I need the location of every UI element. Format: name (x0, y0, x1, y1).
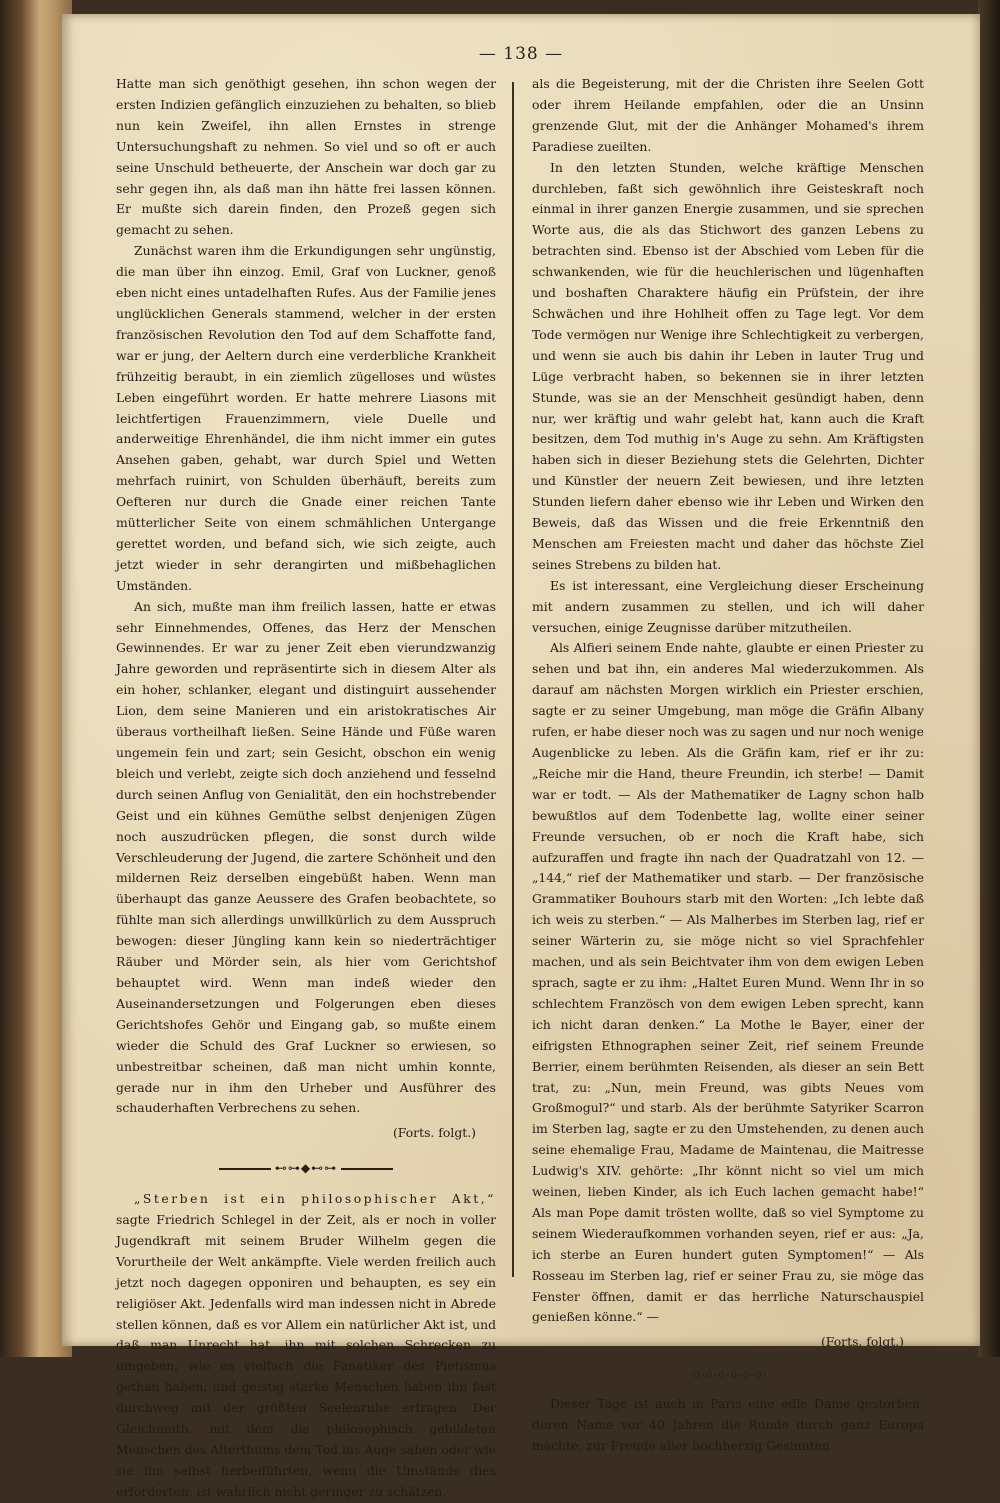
section-ornament (116, 1158, 496, 1179)
right-column (532, 74, 924, 1457)
paragraph: Es ist interessant, eine Vergleichung dieser Erscheinung mit andern zusammen zu stellen, und ich will daher versuchen, einige Zeugnisse darüber mitzutheilen. (532, 577, 924, 635)
chain-ornament: -o-o-o-o-o-o- (688, 1368, 768, 1382)
essay-text: sagte Friedrich Schlegel in der Zeit, als er noch in voller Jugendkraft mit seinem Bruder Wilhelm gegen die Vorurtheile der Welt ankämpfte. Viele werden freilich auch jetzt noch dagegen opponiren und behaupten, es sey ein religiöser Akt. Jedenfalls wird man indessen nicht in Abrede stellen können, daß es vor Allem ein natürlicher Akt ist, und daß man Unrecht hat, ihn mit solchen Schrecken zu umgeben, wie es vielfach die Fanatiker des Pietismus gethan haben, und geistig starke Menschen haben ihn fast durchweg mit der größten Seelenruhe ertragen. Der Gleichmuth, mit dem die philosophisch gebildeten Menschen des Alterthums dem Tod ins Auge sahen oder wie sie ihn selbst herbeiführten, wenn die Umstände dies erforderten, ist wahrlich nicht geringer zu schätzen, (116, 1212, 496, 1499)
book-page (62, 14, 980, 1499)
ornament-line (219, 1168, 271, 1170)
paragraph: An sich, mußte man ihm freilich lassen, hatte er etwas sehr Einnehmendes, Offenes, das Herz der Menschen Gewinnendes. Er war zu jener Zeit eben vierundzwanzig Jahre geworden und repräsentirte sich in diesem Alter als ein hoher, schlanker, elegant und distinguirt aussehender Lion, dem seine Manieren und ein aristokratisches Air überaus vortheilhaft ließen. Seine Hände und Füße waren ungemein fein und zart; sein Gesicht, obschon ein wenig bleich und verlebt, zeigte sich doch anziehend und fesselnd durch seinen Anflug von Genialität, den ein hochstrebender Geist und ein kühnes Gemüthe selbst denjenigen Zügen noch auszudrücken pflegen, die sonst durch wilde Verschleuderung der Jugend, die zartere Schönheit und den mildernen Reiz derselben eingebüßt haben. Wenn man überhaupt das ganze Aeussere des Grafen beobachtete, so fühlte man sich allerdings unwillkürlich zu dem Ausspruch bewogen: dieser Jüngling kann kein so niederträchtiger Räuber und Mörder sein, als hier vom Gerichtshof behauptet wird. Wenn man indeß wieder den Auseinandersetzungen und Folgerungen eben dieses Gerichtshofes Gehör und Eingang gab, so mußte einem wieder die Schuld des Graf Luckner so erwiesen, so unbestreitbar scheinen, daß man nicht umhin konnte, gerade nur in ihm den Urheber und Ausführer des schauderhaften Verbrechens zu sehen. (116, 598, 496, 1116)
essay-paragraph (116, 1189, 496, 1503)
paragraph: Hatte man sich genöthigt gesehen, ihn schon wegen der ersten Indizien gefänglich einzuziehen zu behalten, so blieb nun kein Zweifel, ihn allen Ernstes in strenge Untersuchungshaft zu nehmen. So viel und so oft er auch seine Unschuld betheuerte, der Anschein war doch gar zu sehr gegen ihn, als daß man ihn hätte frei lassen können. Er mußte sich darein finden, den Prozeß gegen sich gemacht zu sehen. (116, 76, 496, 238)
paragraph: Dieser Tage ist auch in Paris eine edle Dame gestorben, deren Name vor 40 Jahren die Runde durch ganz Europa machte, zur Freude aller hochherzig Gesinnten (532, 1396, 924, 1453)
left-column (116, 74, 496, 1503)
essay-quote: „Sterben ist ein philosophischer Akt,“ (134, 1191, 496, 1207)
paragraph: Zunächst waren ihm die Erkundigungen sehr ungünstig, die man über ihn einzog. Emil, Graf von Luckner, genoß eben nicht eines untadelhaften Rufes. Aus der Familie jenes unglücklichen Generals stammend, welcher in der ersten französischen Revolution den Tod auf dem Schaffotte fand, war er jung, der Aeltern durch eine verderbliche Krankheit frühzeitig beraubt, in ein ziemlich zügelloses und wüstes Leben eingeführt worden. Er hatte mehrere Liasons mit leichtfertigen Frauenzimmern, viele Duelle und anderweitige Ehrenhändel, die ihm nicht immer ein gutes Ansehen gaben, gehabt, war durch Spiel und Wetten mehrfach ruinirt, von Schulden überhäuft, bereits zum Oefteren nur durch die Gnade einer reichen Tante mütterlicher Seite von einem schmählichen Untergange gerettet worden, und befand sich, wie sich zeigte, auch jetzt wieder in sehr derangirten und mißbehaglichen Umständen. (116, 243, 496, 593)
paragraph: Als Alfieri seinem Ende nahte, glaubte er einen Priester zu sehen und bat ihn, ein anderes Mal wiederzukommen. Als darauf am nächsten Morgen wirklich ein Priester erschien, sagte er zu seiner Umgebung, man möge die Gräfin Albany rufen, er habe dieser noch was zu sagen und nur noch wenige Augenblicke zu leben. Als die Gräfin kam, rief er ihr zu: „Reiche mir die Hand, theure Freundin, ich sterbe! — Damit war er todt. — Als der Mathematiker de Lagny schon halb bewußtlos auf dem Todenbette lag, wollte einer seiner Freunde versuchen, ob er noch die Kraft habe, sich aufzuraffen und fragte ihn nach der Quadratzahl von 12. — „144,“ rief der Mathematiker und starb. — Der französische Grammatiker Bouhours starb mit den Worten: „Ich lebte daß ich weis zu sterben.“ — Als Malherbes im Sterben lag, rief er seiner Wärterin zu, sie möge nicht so viel Sprachfehler machen, und als sein Beichtvater ihm von dem ewigen Leben sprach, sagte er zu ihm: „Haltet Euren Mund. Wenn Ihr in so schlechtem Französch von dem ewigen Leben sprecht, kann ich nicht daran denken.“ La Mothe le Bayer, einer der eifrigsten Ethnographen seiner Zeit, rief seinem Freunde Berrier, einem berühmten Reisenden, als dieser an sein Bett trat, zu: „Nun, mein Freund, was gibts Neues vom Großmogul?“ und starb. Als der berühmte Satyriker Scarron im Sterben lag, sagte er zu den Umstehenden, zu denen auch seine ehemalige Frau, Madame de Maintenau, die Maitresse Ludwig's XIV. gehörte: „Ihr könnt nicht so viel um mich weinen, lieben Kinder, als ich Euch lachen gemacht habe!“ Als man Pope damit trösten wollte, daß so viel Symptome zu seinem Wiederaufkommen vorhanden seyen, rief er aus: „Ja, ich sterbe an Euren hundert guten Symptomen!“ — Als Rosseau im Sterben lag, rief er seiner Frau zu, sie möge das Fenster öffnen, damit er das herrliche Naturschauspiel genießen könne.“ — (532, 640, 924, 1325)
page-number: — 138 — (478, 44, 564, 64)
right-background-edge (978, 0, 1000, 1357)
continuation-note: (Forts. folgt.) (820, 1334, 904, 1350)
ornament-line (341, 1168, 393, 1170)
paragraph: als die Begeisterung, mit der die Christen ihre Seelen Gott oder ihrem Heilande empfahlen, oder die an Unsinn grenzende Glut, mit der die Anhänger Mohamed's ihrem Paradiese zueilten. (532, 76, 924, 154)
ornament-center: ⊷⊶◆⊷⊶ (274, 1161, 338, 1176)
paragraph: In den letzten Stunden, welche kräftige Menschen durchleben, faßt sich gewöhnlich ihre Geisteskraft noch einmal in ihrer ganzen Energie zusammen, und sie sprechen Worte aus, die als das Stichwort des ganzen Lebens zu betrachten sind. Ebenso ist der Abschied vom Leben für die schwankenden, wie für die heuchlerischen und lügenhaften und boshaften Charaktere häufig ein Prüfstein, der ihre Schwächen und ihre Hohlheit offen zu Tage legt. Vor dem Tode vermögen nur Wenige ihre Schlechtigkeit zu verbergen, und wenn sie auch bis dahin ihr Leben in lauter Trug und Lüge verbracht haben, so bekennen sie in ihrer letzten Stunde, was sie an der Menschheit gesündigt haben, denn nur, wer kräftig und wahr gelebt hat, kann auch die Kraft besitzen, dem Tod muthig in's Auge zu sehn. Am Kräftigsten haben sich in dieser Beziehung stets die Gelehrten, Dichter und Künstler der neuern Zeit bewiesen, und ihre letzten Stunden liefern daher ebenso wie ihr Leben und Wirken den Beweis, daß das Wissen und die freie Erkenntniß den Menschen am Freiesten macht und daher das höchste Ziel seines Strebens zu bilden hat. (532, 159, 924, 572)
column-divider (512, 82, 514, 1277)
continuation-note: (Forts. folgt.) (392, 1125, 476, 1141)
